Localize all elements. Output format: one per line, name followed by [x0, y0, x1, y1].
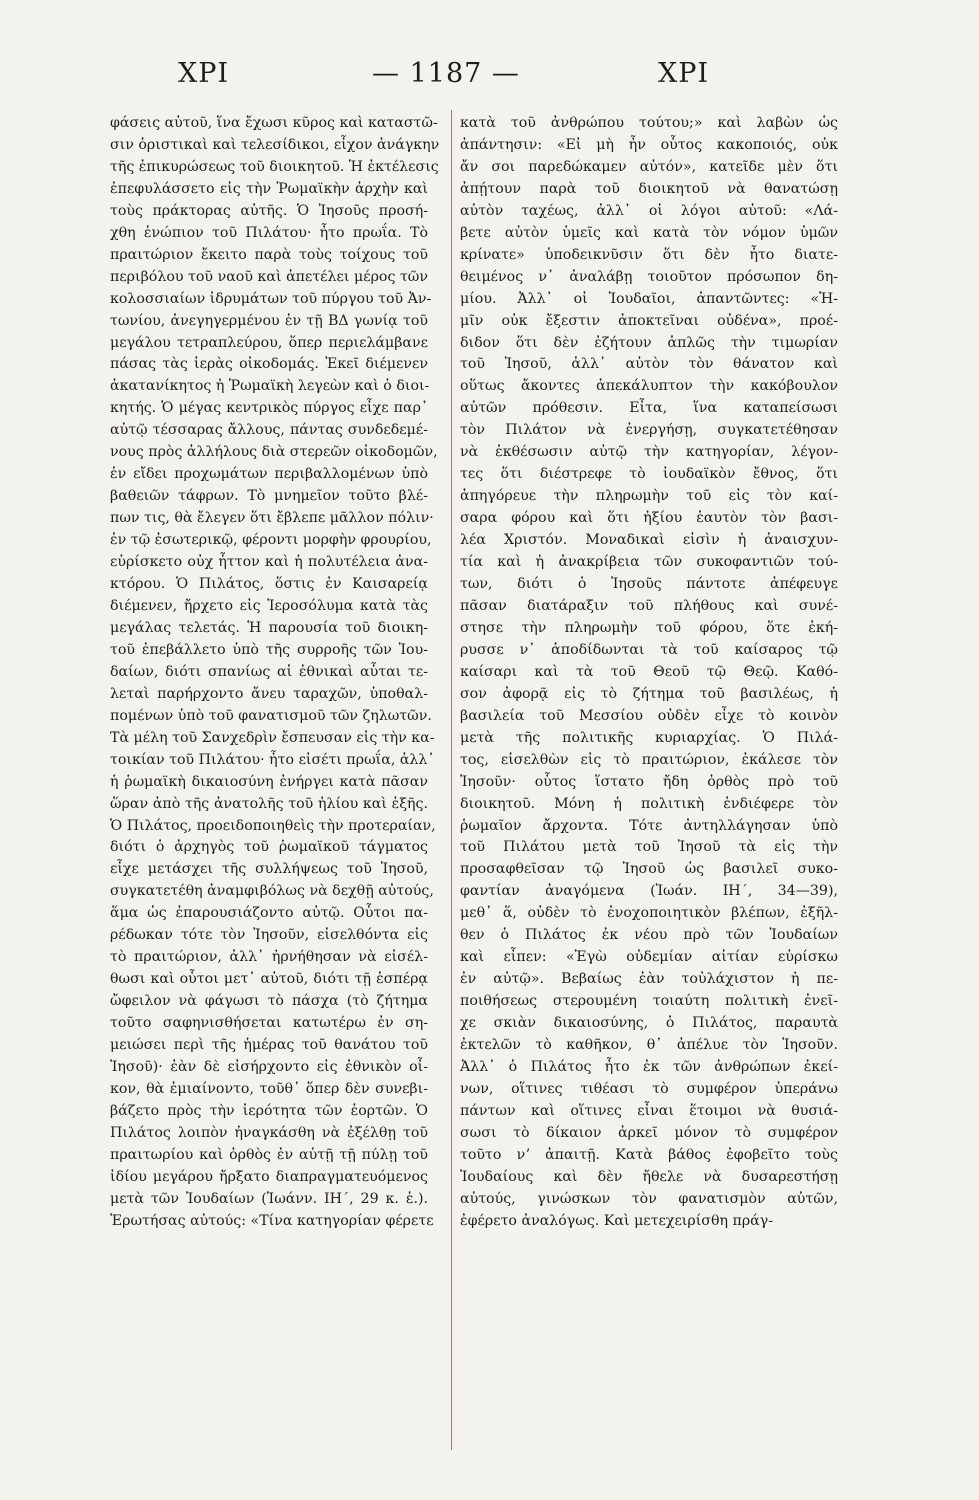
text-line: χε σκιὰν δικαιοσύνης, ὁ Πιλάτος, παραυτὰ	[460, 1015, 838, 1032]
text-line: τοῦ Ἰησοῦ, ἀλλ᾽ αὐτὸν τὸν θάνατον καὶ	[460, 356, 838, 373]
text-line: τὸ πραιτώριον, ἀλλ᾽ ἠρνήθησαν νὰ εἰσέλ-	[110, 949, 428, 966]
text-line: κτόρου. Ὁ Πιλάτος, ὅστις ἐν Καισαρείᾳ	[110, 576, 428, 593]
text-line: οὕτως ἄκοντες ἀπεκάλυπτον τὴν κακόβουλον	[460, 378, 838, 395]
text-line: αὐτὸν ταχέως, ἀλλ᾽ οἱ λόγοι αὐτοῦ: «Λά-	[460, 202, 838, 219]
text-line: πᾶσαν διατάραξιν τοῦ πλήθους καὶ συνέ-	[460, 597, 838, 614]
text-line: εἶχε μετάσχει τῆς συλλήψεως τοῦ Ἰησοῦ,	[110, 861, 428, 878]
text-line: τοῦτο νʼ ἀπαιτῇ. Κατὰ βάθος ἐφοβεῖτο τοὺς	[460, 1146, 838, 1163]
text-line: στησε τὴν πληρωμὴν τοῦ φόρου, ὅτε ἐκή-	[460, 619, 838, 636]
text-line: ἀπηγόρευε τὴν πληρωμὴν τοῦ εἰς τὸν καί-	[460, 488, 838, 505]
text-line: πραιτώριον ἔκειτο παρὰ τοὺς τοίχους τοῦ	[110, 246, 428, 263]
text-line: ρέδωκαν τότε τὸν Ἰησοῦν, εἰσελθόντα εἰς	[110, 927, 428, 944]
text-line: πων τις, θὰ ἔλεγεν ὅτι ἔβλεπε μᾶλλον πόλιν·	[110, 510, 434, 527]
text-line: ἰδίου μεγάρου ἤρξατο διαπραγματευόμενος	[110, 1168, 428, 1185]
text-line: ἐπεφυλάσσετο εἰς τὴν Ῥωμαϊκὴν ἀρχὴν καὶ	[110, 180, 428, 197]
text-line: ἀπάντησιν: «Εἰ μὴ ἦν οὗτος κακοποιός, οὐκ	[460, 136, 838, 153]
text-line: ὥραν ἀπὸ τῆς ἀνατολῆς τοῦ ἡλίου καὶ ἑξῆς.	[110, 795, 428, 812]
text-line: τες ὅτι διέστρεφε τὸ ἰουδαϊκὸν ἔθνος, ὅτι	[460, 466, 838, 483]
text-line: καὶ εἶπεν: «Ἐγὼ οὐδεμίαν αἰτίαν εὑρίσκω	[460, 949, 838, 966]
text-line: δαίων, διότι σπανίως αἱ ἐθνικαὶ αὗται τε-	[110, 663, 428, 680]
text-line: σον ἀφορᾷ εἰς τὸ ζήτημα τοῦ βασιλέως, ἡ	[460, 685, 838, 702]
text-line: ποιθήσεως στερουμένη τοιαύτη πολιτικὴ ἐνεῖ-	[460, 993, 838, 1010]
text-line: τοὺς πράκτορας αὐτῆς. Ὁ Ἰησοῦς προσή-	[110, 202, 428, 219]
text-line: μετὰ τῶν Ἰουδαίων (Ἰωάνν. ΙΗ΄, 29 κ. ἑ.).	[110, 1190, 428, 1207]
text-line: ἐν εἴδει προχωμάτων περιβαλλομένων ὑπὸ	[110, 466, 428, 483]
text-line: ἀπῄτουν παρὰ τοῦ διοικητοῦ νὰ θανατώσῃ	[460, 180, 838, 197]
text-line: ἐκτελῶν τὸ καθῆκον, θ᾽ ἀπέλυε τὸν Ἰησοῦν.	[460, 1037, 838, 1054]
right-text-column	[460, 113, 838, 1233]
text-line: Ἐρωτήσας αὐτούς: «Τίνα κατηγορίαν φέρετε	[110, 1212, 434, 1229]
text-line: τωνίου, ἀνεγηγερμένου ἐν τῇ ΒΔ γωνίᾳ τοῦ	[110, 312, 428, 329]
text-line: ἀκατανίκητος ἡ Ῥωμαϊκὴ λεγεὼν καὶ ὁ διοι-	[110, 378, 430, 395]
text-line: τῆς ἐπικυρώσεως τοῦ διοικητοῦ. Ἡ ἐκτέλεσις	[110, 158, 439, 175]
text-line: ἐφέρετο ἀναλόγως. Καὶ μετεχειρίσθη πράγ-	[460, 1212, 774, 1229]
text-line: ὤφειλον νὰ φάγωσι τὸ πάσχα (τὸ ζήτημα	[110, 993, 428, 1010]
text-line: νους πρὸς ἀλλήλους διὰ στερεῶν οἰκοδομῶν,	[110, 444, 438, 461]
text-line: προσαφθεῖσαν τῷ Ἰησοῦ ὡς βασιλεῖ συκο-	[460, 861, 838, 878]
text-line: καίσαρι καὶ τὰ τοῦ Θεοῦ τῷ Θεῷ. Καθό-	[460, 663, 838, 680]
text-line: τοῦ Πιλάτου μετὰ τοῦ Ἰησοῦ τὰ εἰς τὴν	[460, 839, 838, 856]
text-line: θωσι καὶ οὗτοι μετ᾽ αὐτοῦ, διότι τῇ ἑσπέρᾳ	[110, 971, 428, 988]
page-header	[0, 58, 979, 98]
text-line: θειμένος ν᾽ ἀναλάβῃ τοιοῦτον πρόσωπον δη-	[460, 268, 838, 285]
text-line: πάσας τὰς ἱερὰς οἰκοδομάς. Ἐκεῖ διέμενεν	[110, 356, 428, 373]
text-line: Ὁ Πιλάτος, προειδοποιηθεὶς τὴν προτεραίαν,	[110, 817, 436, 834]
text-line: βασιλεία τοῦ Μεσσίου οὐδὲν εἶχε τὸ κοινὸν	[460, 707, 838, 724]
text-line: διοικητοῦ. Μόνη ἡ πολιτικὴ ἐνδιέφερε τὸν	[460, 795, 838, 812]
text-line: τοικίαν τοῦ Πιλάτου· ἦτο εἰσέτι πρωΐα, ἀλλ᾽	[110, 751, 435, 768]
text-line: Πιλάτος λοιπὸν ἠναγκάσθη νὰ ἐξέλθῃ τοῦ	[110, 1124, 428, 1141]
text-line: μεγάλας τελετάς. Ἡ παρουσία τοῦ διοικη-	[110, 619, 428, 636]
text-line: χθη ἐνώπιον τοῦ Πιλάτου· ἦτο πρωΐα. Τὸ	[110, 224, 428, 241]
text-line: ἐν αὐτῷ». Βεβαίως ἐὰν τοὐλάχιστον ἡ πε-	[460, 971, 838, 988]
text-line: σαρα φόρου καὶ ὅτι ἠξίου ἑαυτὸν τὸν βασι-	[460, 510, 838, 527]
text-line: κατὰ τοῦ ἀνθρώπου τούτου;» καὶ λαβὼν ὡς	[460, 115, 838, 131]
text-line: ρυσσε ν᾽ ἀποδίδωνται τὰ τοῦ καίσαρος τῷ	[460, 641, 838, 658]
text-line: Ἰησοῦν· οὗτος ἵστατο ἤδη ὀρθὸς πρὸ τοῦ	[460, 773, 838, 790]
running-head-left: XPI	[178, 58, 230, 89]
text-line: κον, θὰ ἐμιαίνοντο, τοῦθ᾽ ὅπερ δὲν συνεβι-	[110, 1080, 428, 1097]
text-line: νὰ ἐκθέσωσιν αὐτῷ τὴν κατηγορίαν, λέγον-	[460, 444, 838, 461]
text-line: βάζετο πρὸς τὴν ἱερότητα τῶν ἑορτῶν. Ὁ	[110, 1102, 428, 1119]
text-line: λέα Χριστόν. Μοναδικαὶ εἰσὶν ἡ ἀναισχυν-	[460, 532, 838, 549]
text-line: μίου. Ἀλλ᾽ οἱ Ἰουδαῖοι, ἀπαντῶντες: «Ἡ-	[460, 290, 838, 307]
text-line: κολοσσιαίων ἱδρυμάτων τοῦ πύργου τοῦ Ἀν-	[110, 290, 432, 307]
text-line: τὸν Πιλάτον νὰ ἐνεργήσῃ, συγκατετέθησαν	[460, 422, 838, 439]
text-line: ῥωμαῖον ἄρχοντα. Τότε ἀντηλλάγησαν ὑπὸ	[460, 817, 838, 834]
text-line: Ἰουδαίους καὶ δὲν ἤθελε νὰ δυσαρεστήσῃ	[460, 1168, 838, 1185]
text-line: κρίνατε» ὑποδεικνῦσιν ὅτι δὲν ἦτο διατε-	[460, 246, 838, 263]
text-line: φαντίαν ἀναγόμενα (Ἰωάν. ΙΗ΄, 34—39),	[460, 883, 838, 900]
text-line: σιν ὁριστικαὶ καὶ τελεσίδικοι, εἶχον ἀνάγκην	[110, 136, 440, 153]
text-line: περιβόλου τοῦ ναοῦ καὶ ἀπετέλει μέρος τῶν	[110, 268, 428, 285]
text-line: κητής. Ὁ μέγας κεντρικὸς πύργος εἶχε παρ᾽	[110, 400, 428, 417]
text-line: ἅμα ὡς ἐπαρουσιάζοντο αὐτῷ. Οὗτοι πα-	[110, 905, 428, 922]
text-line: Ἰησοῦ)· ἐὰν δὲ εἰσήρχοντο εἰς ἐθνικὸν οἶ-	[110, 1058, 428, 1075]
page-number: — 1187 —	[372, 58, 520, 89]
text-line: των, διότι ὁ Ἰησοῦς πάντοτε ἀπέφευγε	[460, 576, 838, 593]
column-divider	[451, 110, 452, 1450]
text-line: Τὰ μέλη τοῦ Σανχεδρὶν ἔσπευσαν εἰς τὴν κα-	[110, 729, 435, 746]
left-text-column	[110, 113, 440, 1233]
text-line: πομένων ὑπὸ τοῦ φανατισμοῦ τῶν ζηλωτῶν.	[110, 707, 432, 724]
text-line: βαθειῶν τάφρων. Τὸ μνημεῖον τοῦτο βλέ-	[110, 488, 428, 505]
text-line: βετε αὐτὸν ὑμεῖς καὶ κατὰ τὸν νόμον ὑμῶν	[460, 224, 838, 241]
text-line: ἐν τῷ ἐσωτερικῷ, φέροντι μορφὴν φρουρίου,	[110, 532, 432, 549]
text-line: τος, εἰσελθὼν εἰς τὸ πραιτώριον, ἐκάλεσε τὸν	[460, 751, 838, 768]
text-line: πάντων καὶ οἵτινες εἶναι ἕτοιμοι νὰ θυσιά-	[460, 1102, 838, 1119]
text-line: αὐτῶν πρόθεσιν. Εἶτα, ἵνα καταπείσωσι	[460, 400, 838, 417]
text-line: μετὰ τῆς πολιτικῆς κυριαρχίας. Ὁ Πιλά-	[460, 729, 838, 746]
text-line: αὐτούς, γινώσκων τὸν φανατισμὸν αὐτῶν,	[460, 1190, 838, 1207]
text-line: τία καὶ ἡ ἀνακρίβεια τῶν συκοφαντιῶν τού-	[460, 554, 838, 571]
text-line: εὑρίσκετο οὐχ ἧττον καὶ ἡ πολυτέλεια ἀνα-	[110, 554, 428, 571]
text-line: διέμενεν, ἤρχετο εἰς Ἱεροσόλυμα κατὰ τὰς	[110, 597, 428, 614]
text-line: νων, οἵτινες τιθέασι τὸ συμφέρον ὑπεράνω	[460, 1080, 838, 1097]
text-line: τοῦτο σαφηνισθήσεται κατωτέρω ἐν ση-	[110, 1015, 428, 1032]
text-line: συγκατετέθη ἀναμφιβόλως νὰ δεχθῇ αὐτούς,	[110, 883, 434, 900]
text-line: διότι ὁ ἀρχηγὸς τοῦ ῥωμαϊκοῦ τάγματος	[110, 839, 428, 856]
text-line: φάσεις αὐτοῦ, ἵνα ἔχωσι κῦρος καὶ καταστῶ-	[110, 115, 438, 131]
text-line: μειώσει περὶ τῆς ἡμέρας τοῦ θανάτου τοῦ	[110, 1037, 428, 1054]
text-line: σωσι τὸ δίκαιον ἀρκεῖ μόνον τὸ συμφέρον	[460, 1124, 838, 1141]
text-line: αὐτῷ τέσσαρας ἄλλους, πάντας συνδεδεμέ-	[110, 422, 428, 439]
text-line: μῖν οὐκ ἔξεστιν ἀποκτεῖναι οὐδένα», προέ-	[460, 312, 838, 329]
text-line: λεταὶ παρήρχοντο ἄνευ ταραχῶν, ὑποθαλ-	[110, 685, 428, 702]
text-line: μεγάλου τετραπλεύρου, ὅπερ περιελάμβανε	[110, 334, 428, 351]
running-head-right: XPI	[658, 58, 710, 89]
text-line: διδον ὅτι δὲν ἐζήτουν ἁπλῶς τὴν τιμωρίαν	[460, 334, 838, 351]
text-line: θεν ὁ Πιλάτος ἐκ νέου πρὸ τῶν Ἰουδαίων	[460, 927, 838, 944]
text-line: ἄν σοι παρεδώκαμεν αὐτόν», κατεῖδε μὲν ὅτι	[460, 158, 838, 175]
text-line: ἡ ῥωμαϊκὴ δικαιοσύνη ἐνήργει κατὰ πᾶσαν	[110, 773, 428, 790]
text-line: μεθ᾽ ἅ, οὐδὲν τὸ ἐνοχοποιητικὸν βλέπων, ἐξῆλ-	[460, 905, 838, 922]
text-line: Ἀλλ᾽ ὁ Πιλάτος ἦτο ἐκ τῶν ἀνθρώπων ἐκεί-	[460, 1058, 838, 1075]
text-line: τοῦ ἐπεβάλλετο ὑπὸ τῆς συρροῆς τῶν Ἰου-	[110, 641, 428, 658]
text-line: πραιτωρίου καὶ ὀρθὸς ἐν αὐτῇ τῇ πύλῃ τοῦ	[110, 1146, 428, 1163]
